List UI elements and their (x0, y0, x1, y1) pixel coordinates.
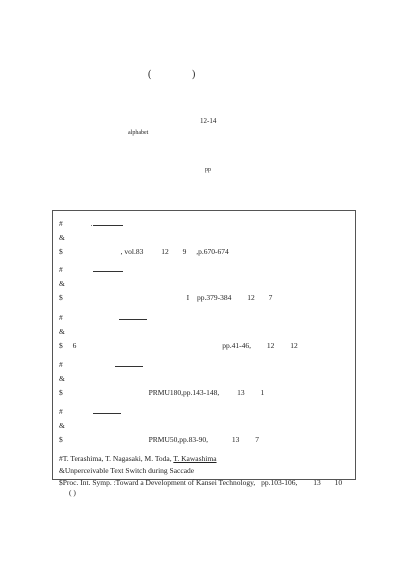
pub-coauthor-line: & (59, 279, 65, 288)
publication-list (52, 210, 356, 497)
pub-venue-line: $ , vol.83 12 9 ,p.670-674 (59, 247, 229, 256)
pub-extra-line: ( ) (69, 488, 76, 497)
pub-venue-line: $ I pp.379-384 12 7 (59, 293, 273, 302)
pub-title-line: # (59, 265, 123, 274)
pp-text: pp (205, 167, 211, 173)
pub-title-line: # (59, 360, 143, 369)
pub-title-line: # (59, 407, 121, 416)
pub-venue-line: $ 6 pp.41-46, 12 12 (59, 341, 298, 350)
pub-venue-line: $Proc. Int. Symp. :Toward a Development of Kansei Technology, pp.103-106, 13 10 (59, 478, 343, 487)
pub-title-line: # . (59, 219, 123, 228)
title-paren-close: ) (192, 69, 196, 80)
pub-coauthor-line: & (59, 327, 65, 336)
pub-coauthor-line: & (59, 421, 65, 430)
pub-authors-line: #T. Terashima, T. Nagasaki, M. Toda, T. Kawashima (59, 454, 217, 463)
pub-coauthor-line: & (59, 233, 65, 242)
title-paren-open: ( (148, 69, 152, 80)
pub-venue-line: $ PRMU180,pp.143-148, 13 1 (59, 388, 265, 397)
underlined-author: T. Kawashima (173, 454, 217, 463)
pub-title-line: # (59, 313, 147, 322)
pub-coauthor-line: & (59, 374, 65, 383)
pub-venue-line: $ PRMU50,pp.83-90, 13 7 (59, 435, 260, 444)
date-range: 12-14 (200, 117, 217, 125)
alphabet-text: alphabet (128, 130, 149, 136)
pub-title-line: &Unperceivable Text Switch during Saccade (59, 466, 195, 475)
